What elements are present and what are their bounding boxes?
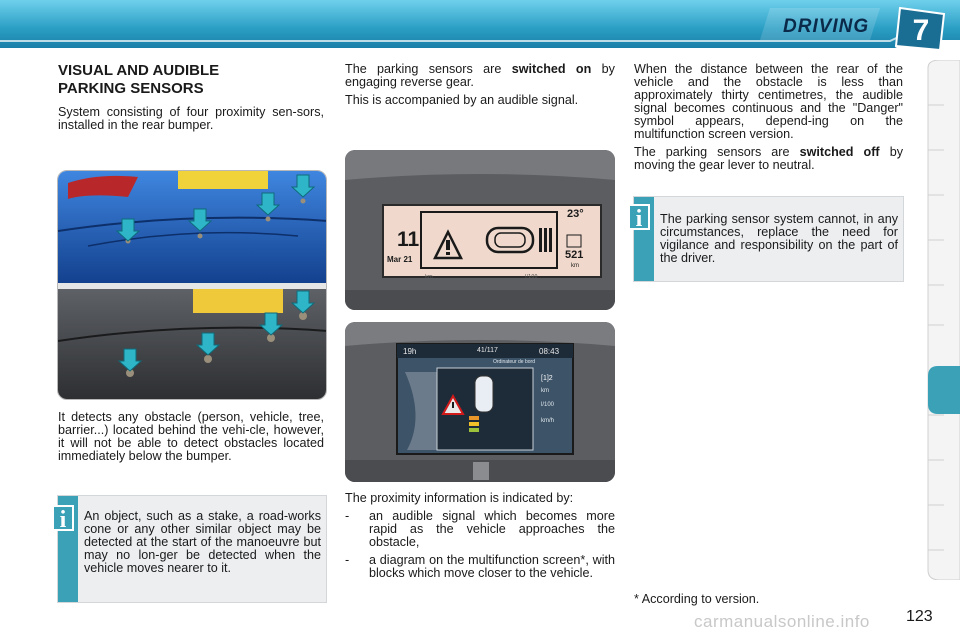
section-heading: VISUAL AND AUDIBLE PARKING SENSORS (58, 62, 220, 97)
list-item: - a diagram on the multifunction screen*, with blocks which move closer to the vehicle. (345, 553, 615, 580)
proximity-info (345, 492, 615, 585)
display-odometer: 521 (565, 249, 584, 261)
display2-value: [1]2 (541, 375, 553, 382)
rear-bumper-illustration (57, 170, 327, 400)
switched-on-text: The parking sensors are switched on by engaging reverse gear. This is accompanied by an audible signal. (345, 62, 615, 107)
display2-label: Ordinateur de bord (493, 359, 535, 365)
display2-clock: 08:43 (539, 347, 560, 356)
proximity-list (345, 510, 615, 580)
footnote: * According to version. (634, 592, 760, 606)
svg-text:l/100: l/100 (525, 274, 538, 280)
distance-text: When the distance between the rear of the vehicle and the obstacle is less than approximately thirty centimetres, the audible signal becomes continuous and the "Danger" symbol appears, depend-ing on the multifunction screen version. (634, 62, 903, 141)
color-multifunction-display-photo: 19h 41/117 08:43 Ordinateur de bord [1]2 km l/100 km/h (345, 322, 615, 482)
page-number: 123 (906, 608, 933, 625)
watermark: carmanualsonline.info (694, 612, 870, 631)
info-icon: i (52, 505, 74, 531)
intro-text: System consisting of four proximity sen-sors, installed in the rear bumper. (58, 105, 324, 132)
info-box-vigilance (633, 196, 904, 282)
chapter-title: DRIVING (783, 16, 870, 37)
monochrome-display-photo (345, 150, 615, 310)
svg-text:km: km (425, 274, 433, 280)
switched-off-text: The parking sensors are switched off by moving the gear lever to neutral. (634, 145, 903, 172)
display-big-digits: 11 (397, 228, 420, 251)
display-date: Mar 21 (387, 255, 413, 264)
info-text: The parking sensor system cannot, in any circumstances, replace the need for vigilance and responsibility on the part of the driver. (660, 212, 898, 265)
display-temperature: 23° (567, 208, 584, 220)
display-odo-unit: km (571, 263, 579, 269)
list-item: - an audible signal which becomes more rapid as the vehicle approaches the obstacle, (345, 509, 615, 549)
chapter-thumb-index (926, 60, 960, 580)
info-icon: i (628, 204, 650, 230)
display2-counter: 41/117 (477, 347, 498, 354)
audible-signal-text: This is accompanied by an audible signal. (345, 93, 579, 107)
info-text: An object, such as a stake, a road-works cone or any other similar object may be detected at the start of the manoeuvre but may no lon-ger be detected when the vehicle moves nearer to it. (84, 509, 321, 575)
proximity-intro: The proximity information is indicated by: (345, 491, 574, 505)
right-column-text (634, 63, 903, 177)
display2-time-left: 19h (403, 347, 417, 356)
page-header (0, 0, 960, 52)
info-box-object-detection (57, 495, 327, 603)
detection-text: It detects any obstacle (person, vehicle, tree, barrier...) located behind the vehi-cle, however, it will not be able to detect obstacles located immediately below the bumper. (58, 410, 324, 463)
chapter-number: 7 (912, 14, 930, 47)
